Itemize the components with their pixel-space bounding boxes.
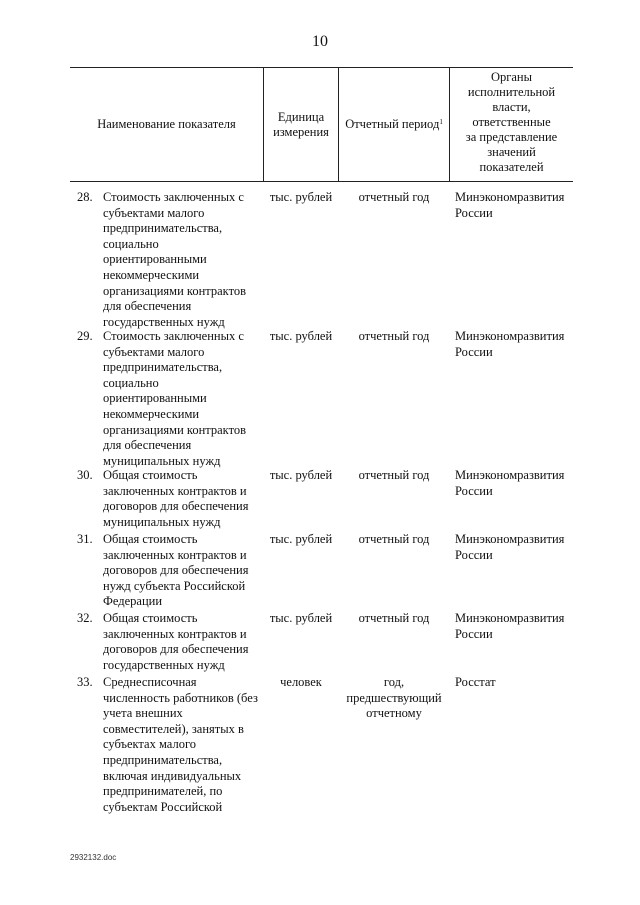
header-org-line: Органы bbox=[490, 70, 533, 84]
page-number: 10 bbox=[312, 33, 328, 50]
indicator-name: Среднесписочная численность работников (без учета внешних совместителей), занятых в субъектах малого предпринимательства, включая индивидуальных предпринимателей, по субъектам Российской bbox=[103, 675, 258, 814]
indicator-name: Общая стоимость заключенных контрактов и договоров для обеспечения муниципальных нужд bbox=[103, 468, 249, 529]
header-unit: Единица измерения bbox=[273, 109, 329, 139]
indicator-name: Стоимость заключенных с субъектами малого предпринимательства, социально ориентированными некоммерческими организациями контрактов для обеспечения муниципальных нужд bbox=[103, 329, 247, 468]
indicator-name: Общая стоимость заключенных контрактов и договоров для обеспечения нужд субъекта Российской Федерации bbox=[103, 532, 249, 609]
responsible-org: Минэкономразвития России bbox=[455, 329, 565, 359]
row-number: 32. bbox=[77, 611, 93, 625]
responsible-org: Минэкономразвития России bbox=[455, 468, 565, 498]
row-number: 29. bbox=[77, 329, 93, 343]
responsible-org: Минэкономразвития России bbox=[455, 611, 565, 641]
document-id: 2932132.doc bbox=[70, 853, 117, 862]
table-row bbox=[70, 532, 573, 611]
period: отчетный год bbox=[358, 611, 430, 625]
header-org-line: показателей bbox=[479, 160, 544, 174]
table-header bbox=[70, 67, 573, 182]
table-row bbox=[70, 611, 573, 675]
period: отчетный год bbox=[358, 190, 430, 204]
header-name: Наименование показателя bbox=[97, 117, 236, 131]
header-period-text: Отчетный период bbox=[345, 117, 440, 131]
period: отчетный год bbox=[358, 532, 430, 546]
responsible-org: Минэкономразвития России bbox=[455, 190, 565, 220]
unit: тыс. рублей bbox=[269, 468, 333, 482]
row-number: 30. bbox=[77, 468, 93, 482]
table-row bbox=[70, 468, 573, 532]
period: отчетный год bbox=[358, 329, 430, 343]
header-org-line: за представление bbox=[465, 130, 558, 144]
header-org-line: исполнительной bbox=[467, 85, 556, 99]
row-number: 28. bbox=[77, 190, 93, 204]
table-row bbox=[70, 190, 573, 329]
unit: тыс. рублей bbox=[269, 611, 333, 625]
header-org-line: значений bbox=[487, 145, 536, 159]
footnote-marker: 1 bbox=[439, 118, 443, 126]
table-row bbox=[70, 329, 573, 468]
unit: тыс. рублей bbox=[269, 532, 333, 546]
table-body bbox=[70, 190, 573, 835]
unit: человек bbox=[280, 675, 322, 689]
header-org-line: ответственные bbox=[472, 115, 551, 129]
indicators-table bbox=[70, 67, 573, 835]
header-org bbox=[450, 68, 573, 183]
indicator-name: Стоимость заключенных с субъектами малого предпринимательства, социально ориентированными некоммерческими организациями контрактов для обеспечения государственных нужд bbox=[103, 190, 247, 329]
unit: тыс. рублей bbox=[269, 329, 333, 343]
period: год, предшествующий отчетному bbox=[346, 675, 442, 721]
header-period bbox=[339, 68, 449, 181]
period: отчетный год bbox=[358, 468, 430, 482]
responsible-org: Росстат bbox=[455, 675, 496, 689]
table-row bbox=[70, 675, 573, 835]
indicator-name: Общая стоимость заключенных контрактов и договоров для обеспечения государственных нужд bbox=[103, 611, 249, 672]
header-org-line: власти, bbox=[492, 100, 531, 114]
row-number: 31. bbox=[77, 532, 93, 546]
responsible-org: Минэкономразвития России bbox=[455, 532, 565, 562]
unit: тыс. рублей bbox=[269, 190, 333, 204]
row-number: 33. bbox=[77, 675, 93, 689]
